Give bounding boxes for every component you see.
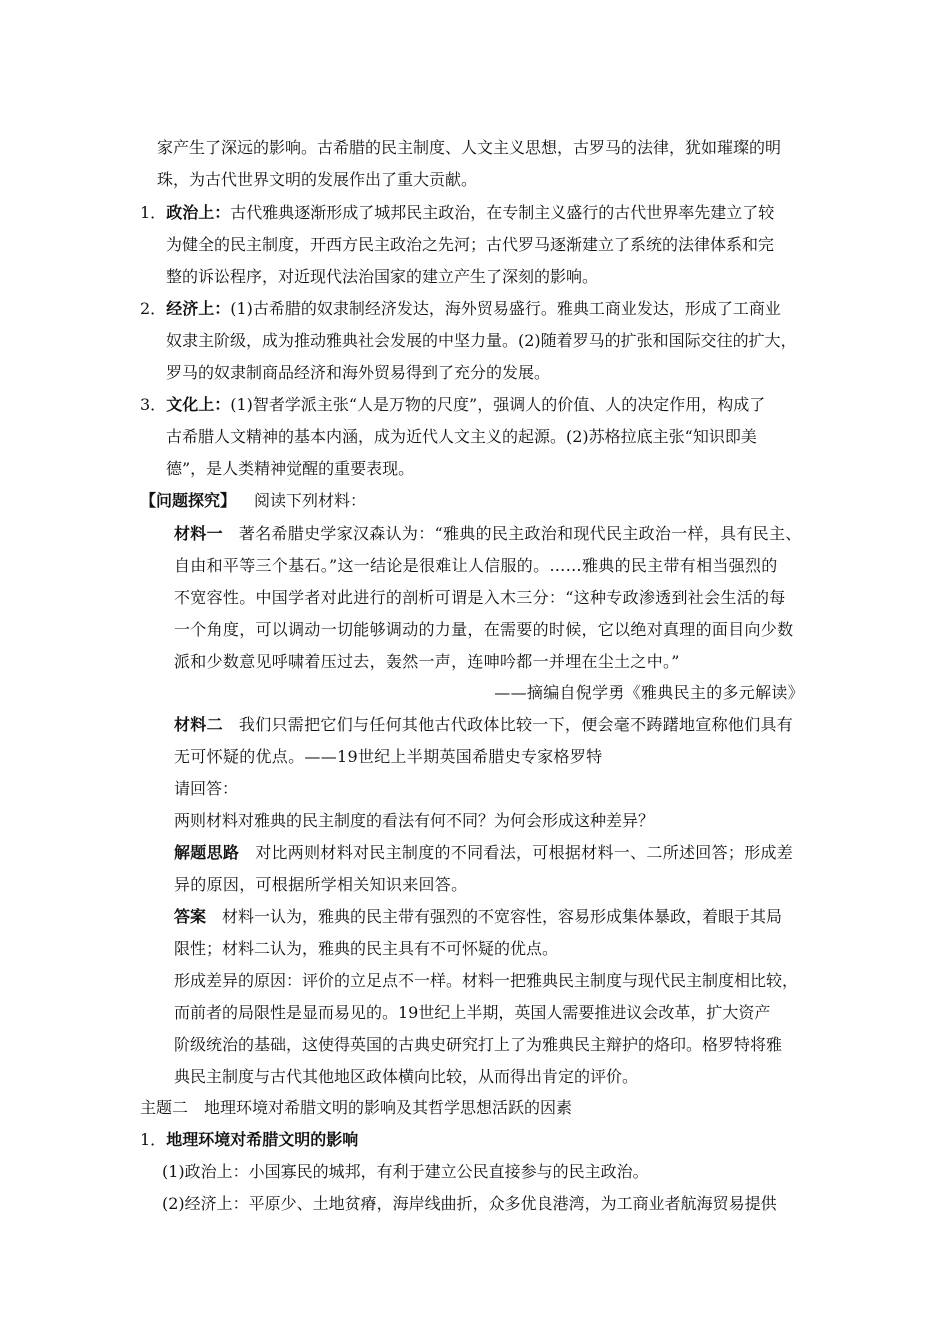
answer-line: 限性；材料二认为，雅典的民主具有不可怀疑的优点。 [174, 939, 559, 958]
item-label: 文化上： [166, 395, 231, 414]
item-culture-line: 古希腊人文精神的基本内涵，成为近代人文主义的起源。(2)苏格拉底主张“知识即美 [166, 427, 757, 446]
reason-line: 而前者的局限性是显而易见的。19世纪上半期，英国人需要推进议会改革，扩大资产 [174, 1003, 771, 1022]
material-text: 我们只需把它们与任何其他古代政体比较一下，便会毫不踌躇地宣称他们具有 [238, 715, 794, 734]
material-one-line: 一个角度，可以调动一切能够调动的力量，在需要的时候，它以绝对真理的面目向少数 [174, 620, 794, 639]
solution-hint-line: 异的原因，可根据所学相关知识来回答。 [174, 875, 468, 894]
answer-label: 答案 [174, 907, 207, 926]
item-number: 2． [140, 299, 167, 318]
intro-line: 珠，为古代世界文明的发展作出了重大贡献。 [157, 170, 478, 189]
item-label: 政治上： [166, 203, 231, 222]
material-one [174, 523, 802, 545]
item-label: 经济上： [166, 299, 231, 318]
item-culture-line: 德”，是人类精神觉醒的重要表现。 [166, 459, 415, 478]
material-source: ——摘编自倪学勇《雅典民主的多元解读》 [494, 683, 804, 702]
inquiry-heading: 【问题探究】 [140, 491, 237, 510]
please-answer: 请回答： [174, 779, 239, 798]
theme-two-point: (1)政治上：小国寡民的城邦，有利于建立公民直接参与的民主政治。 [162, 1162, 649, 1181]
item-politics-line: 为健全的民主制度，开西方民主政治之先河；古代罗马逐渐建立了系统的法律体系和完 [166, 235, 775, 254]
item-text: 古代雅典逐渐形成了城邦民主政治，在专制主义盛行的古代世界率先建立了较 [230, 203, 775, 222]
solution-hint [174, 842, 793, 864]
inquiry-heading-line [140, 490, 366, 512]
item-economy-line: 罗马的奴隶制商品经济和海外贸易得到了充分的发展。 [166, 363, 551, 382]
material-two [174, 714, 793, 736]
answer-text: 材料一认为，雅典的民主带有强烈的不宽容性，容易形成集体暴政，着眼于其局 [222, 907, 783, 926]
item-economy [140, 298, 781, 320]
item-number: 3． [140, 395, 167, 414]
item-number: 1． [140, 1130, 167, 1149]
item-text: (1)古希腊的奴隶制经济发达，海外贸易盛行。雅典工商业发达，形成了工商业 [230, 299, 781, 318]
item-politics [140, 202, 774, 224]
inquiry-lead: 阅读下列材料： [254, 491, 367, 510]
reason-line: 典民主制度与古代其他地区政体横向比较，从而得出肯定的评价。 [174, 1067, 639, 1086]
material-text: 著名希腊史学家汉森认为：“雅典的民主政治和现代民主政治一样，具有民主、 [238, 524, 802, 543]
item-politics-line: 整的诉讼程序，对近现代法治国家的建立产生了深刻的影响。 [166, 267, 599, 286]
hint-label: 解题思路 [174, 843, 240, 862]
theme-two-point: (2)经济上：平原少、土地贫瘠，海岸线曲折，众多优良港湾，为工商业者航海贸易提供 [162, 1194, 777, 1213]
material-one-line: 不宽容性。中国学者对此进行的剖析可谓是入木三分：“这种专政渗透到社会生活的每 [174, 588, 786, 607]
theme-two-subheading [140, 1129, 358, 1151]
reason-line: 形成差异的原因：评价的立足点不一样。材料一把雅典民主制度与现代民主制度相比较， [174, 971, 799, 990]
material-label: 材料二 [174, 715, 223, 734]
material-two-line: 无可怀疑的优点。——19世纪上半期英国希腊史专家格罗特 [174, 747, 603, 766]
question-text: 两则材料对雅典的民主制度的看法有何不同？为何会形成这种差异？ [174, 811, 655, 830]
material-one-line: 派和少数意见呼啸着压过去，轰然一声，连呻吟都一并埋在尘土之中。” [174, 652, 680, 671]
item-number: 1． [140, 203, 167, 222]
hint-text: 对比两则材料对民主制度的不同看法，可根据材料一、二所述回答；形成差 [255, 843, 794, 862]
answer [174, 906, 782, 928]
reason-line: 阶级统治的基础，这使得英国的古典史研究打上了为雅典民主辩护的烙印。格罗特将雅 [174, 1035, 783, 1054]
theme-two-title: 主题二 地理环境对希腊文明的影响及其哲学思想活跃的因素 [140, 1098, 573, 1117]
material-one-line: 自由和平等三个基石。”这一结论是很难让人信服的。……雅典的民主带有相当强烈的 [174, 556, 778, 575]
item-text: (1)智者学派主张“人是万物的尺度”，强调人的价值、人的决定作用，构成了 [230, 395, 766, 414]
item-economy-line: 奴隶主阶级，成为推动雅典社会发展的中坚力量。(2)随着罗马的扩张和国际交往的扩大， [166, 331, 797, 350]
subheading-text: 地理环境对希腊文明的影响 [166, 1130, 359, 1149]
item-culture [140, 394, 765, 416]
intro-line: 家产生了深远的影响。古希腊的民主制度、人文主义思想，古罗马的法律，犹如璀璨的明 [157, 138, 782, 157]
material-label: 材料一 [174, 524, 223, 543]
